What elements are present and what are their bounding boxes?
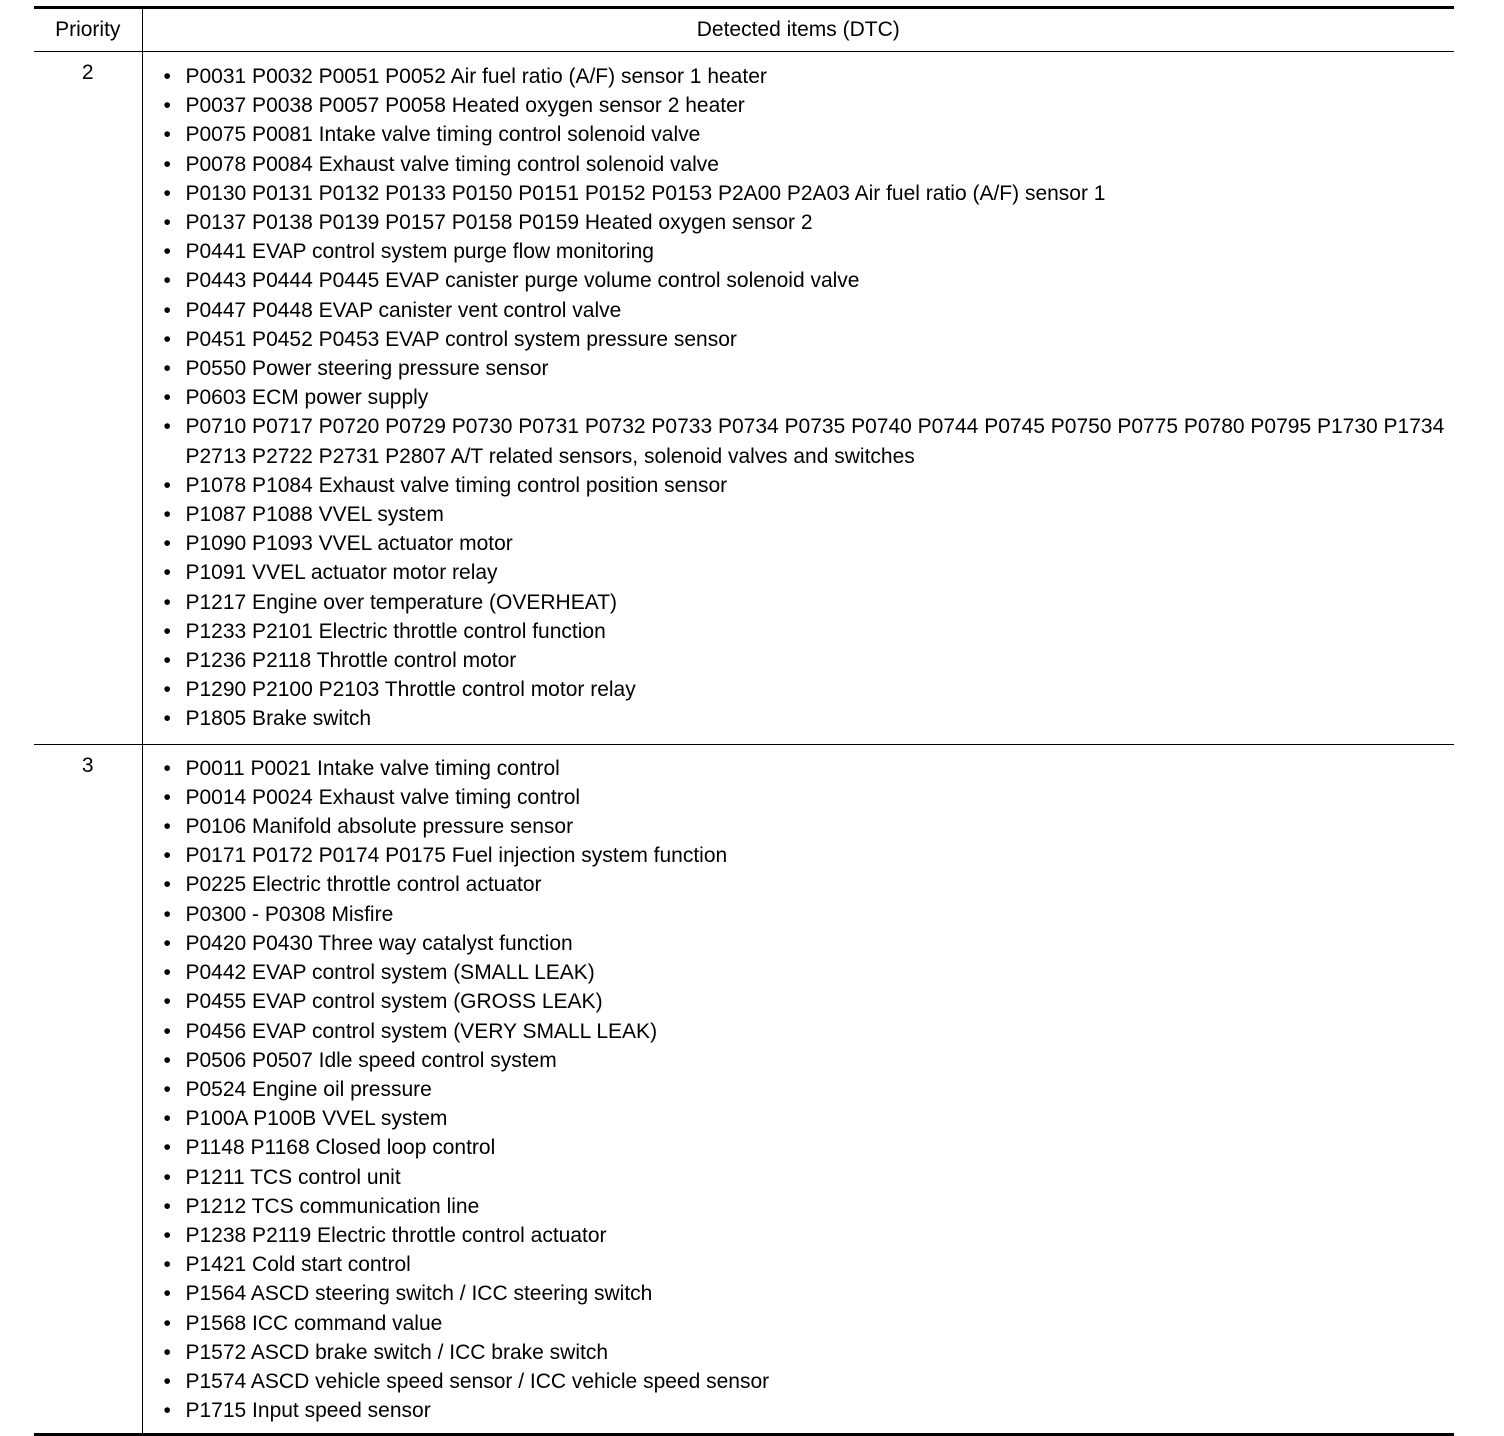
- list-item: • P1078 P1084 Exhaust valve timing control position sensor: [143, 471, 1455, 500]
- dtc-list: [143, 62, 1455, 734]
- list-item: • P0441 EVAP control system purge flow monitoring: [143, 237, 1455, 266]
- list-item: • P1148 P1168 Closed loop control: [143, 1133, 1455, 1162]
- list-item: • P0451 P0452 P0453 EVAP control system pressure sensor: [143, 325, 1455, 354]
- list-item: • P0447 P0448 EVAP canister vent control valve: [143, 296, 1455, 325]
- list-item: • P0550 Power steering pressure sensor: [143, 354, 1455, 383]
- dtc-priority-table: [34, 6, 1454, 1436]
- list-item: • P1090 P1093 VVEL actuator motor: [143, 529, 1455, 558]
- list-item: • P0130 P0131 P0132 P0133 P0150 P0151 P0152 P0153 P2A00 P2A03 Air fuel ratio (A/F) sensor 1: [143, 179, 1455, 208]
- list-item: • P1091 VVEL actuator motor relay: [143, 558, 1455, 587]
- table-header: [34, 8, 1454, 52]
- list-item: • P100A P100B VVEL system: [143, 1104, 1455, 1133]
- list-item: • P1212 TCS communication line: [143, 1192, 1455, 1221]
- list-item: • P0506 P0507 Idle speed control system: [143, 1046, 1455, 1075]
- list-item: • P0443 P0444 P0445 EVAP canister purge volume control solenoid valve: [143, 266, 1455, 295]
- table-row: [34, 52, 1454, 745]
- list-item: • P0420 P0430 Three way catalyst function: [143, 929, 1455, 958]
- list-item: • P1217 Engine over temperature (OVERHEAT): [143, 588, 1455, 617]
- list-item: • P0524 Engine oil pressure: [143, 1075, 1455, 1104]
- list-item: • P0225 Electric throttle control actuator: [143, 870, 1455, 899]
- detected-items-header: Detected items (DTC): [696, 18, 900, 41]
- priority-cell: 2: [34, 52, 142, 745]
- list-item: • P1421 Cold start control: [143, 1250, 1455, 1279]
- list-item: • P0078 P0084 Exhaust valve timing control solenoid valve: [143, 150, 1455, 179]
- list-item: • P0455 EVAP control system (GROSS LEAK): [143, 987, 1455, 1016]
- list-item: • P0014 P0024 Exhaust valve timing control: [143, 783, 1455, 812]
- list-item: • P1574 ASCD vehicle speed sensor / ICC vehicle speed sensor: [143, 1367, 1455, 1396]
- priority-header: Priority: [34, 8, 142, 52]
- list-item: • P0075 P0081 Intake valve timing control solenoid valve: [143, 120, 1455, 149]
- list-item: • P1715 Input speed sensor: [143, 1396, 1455, 1425]
- list-item: • P1211 TCS control unit: [143, 1163, 1455, 1192]
- list-item: • P0442 EVAP control system (SMALL LEAK): [143, 958, 1455, 987]
- list-item: • P1236 P2118 Throttle control motor: [143, 646, 1455, 675]
- priority-cell: 3: [34, 744, 142, 1435]
- detected-items-cell: [142, 52, 1454, 745]
- list-item: • P0300 - P0308 Misfire: [143, 900, 1455, 929]
- list-item: • P0106 Manifold absolute pressure sensor: [143, 812, 1455, 841]
- list-item: • P1087 P1088 VVEL system: [143, 500, 1455, 529]
- list-item: • P0456 EVAP control system (VERY SMALL LEAK): [143, 1017, 1455, 1046]
- table-row: [34, 744, 1454, 1435]
- list-item: • P1572 ASCD brake switch / ICC brake switch: [143, 1338, 1455, 1367]
- list-item: • P0031 P0032 P0051 P0052 Air fuel ratio (A/F) sensor 1 heater: [143, 62, 1455, 91]
- list-item: • P1233 P2101 Electric throttle control function: [143, 617, 1455, 646]
- list-item: • P0137 P0138 P0139 P0157 P0158 P0159 Heated oxygen sensor 2: [143, 208, 1455, 237]
- list-item: • P1805 Brake switch: [143, 704, 1455, 733]
- list-item: • P0603 ECM power supply: [143, 383, 1455, 412]
- list-item: • P1238 P2119 Electric throttle control actuator: [143, 1221, 1455, 1250]
- dtc-list: [143, 754, 1455, 1426]
- list-item: • P0171 P0172 P0174 P0175 Fuel injection system function: [143, 841, 1455, 870]
- list-item: • P0710 P0717 P0720 P0729 P0730 P0731 P0732 P0733 P0734 P0735 P0740 P0744 P0745 P0750 P0775 P0780 P0795 P1730 P1734 P2713 P2722 P2731 P2807 A/T related sensors, solenoid valves and switches: [143, 412, 1455, 470]
- list-item: • P0011 P0021 Intake valve timing control: [143, 754, 1455, 783]
- detected-items-cell: [142, 744, 1454, 1435]
- list-item: • P0037 P0038 P0057 P0058 Heated oxygen sensor 2 heater: [143, 91, 1455, 120]
- list-item: • P1564 ASCD steering switch / ICC steering switch: [143, 1279, 1455, 1308]
- list-item: • P1290 P2100 P2103 Throttle control motor relay: [143, 675, 1455, 704]
- list-item: • P1568 ICC command value: [143, 1309, 1455, 1338]
